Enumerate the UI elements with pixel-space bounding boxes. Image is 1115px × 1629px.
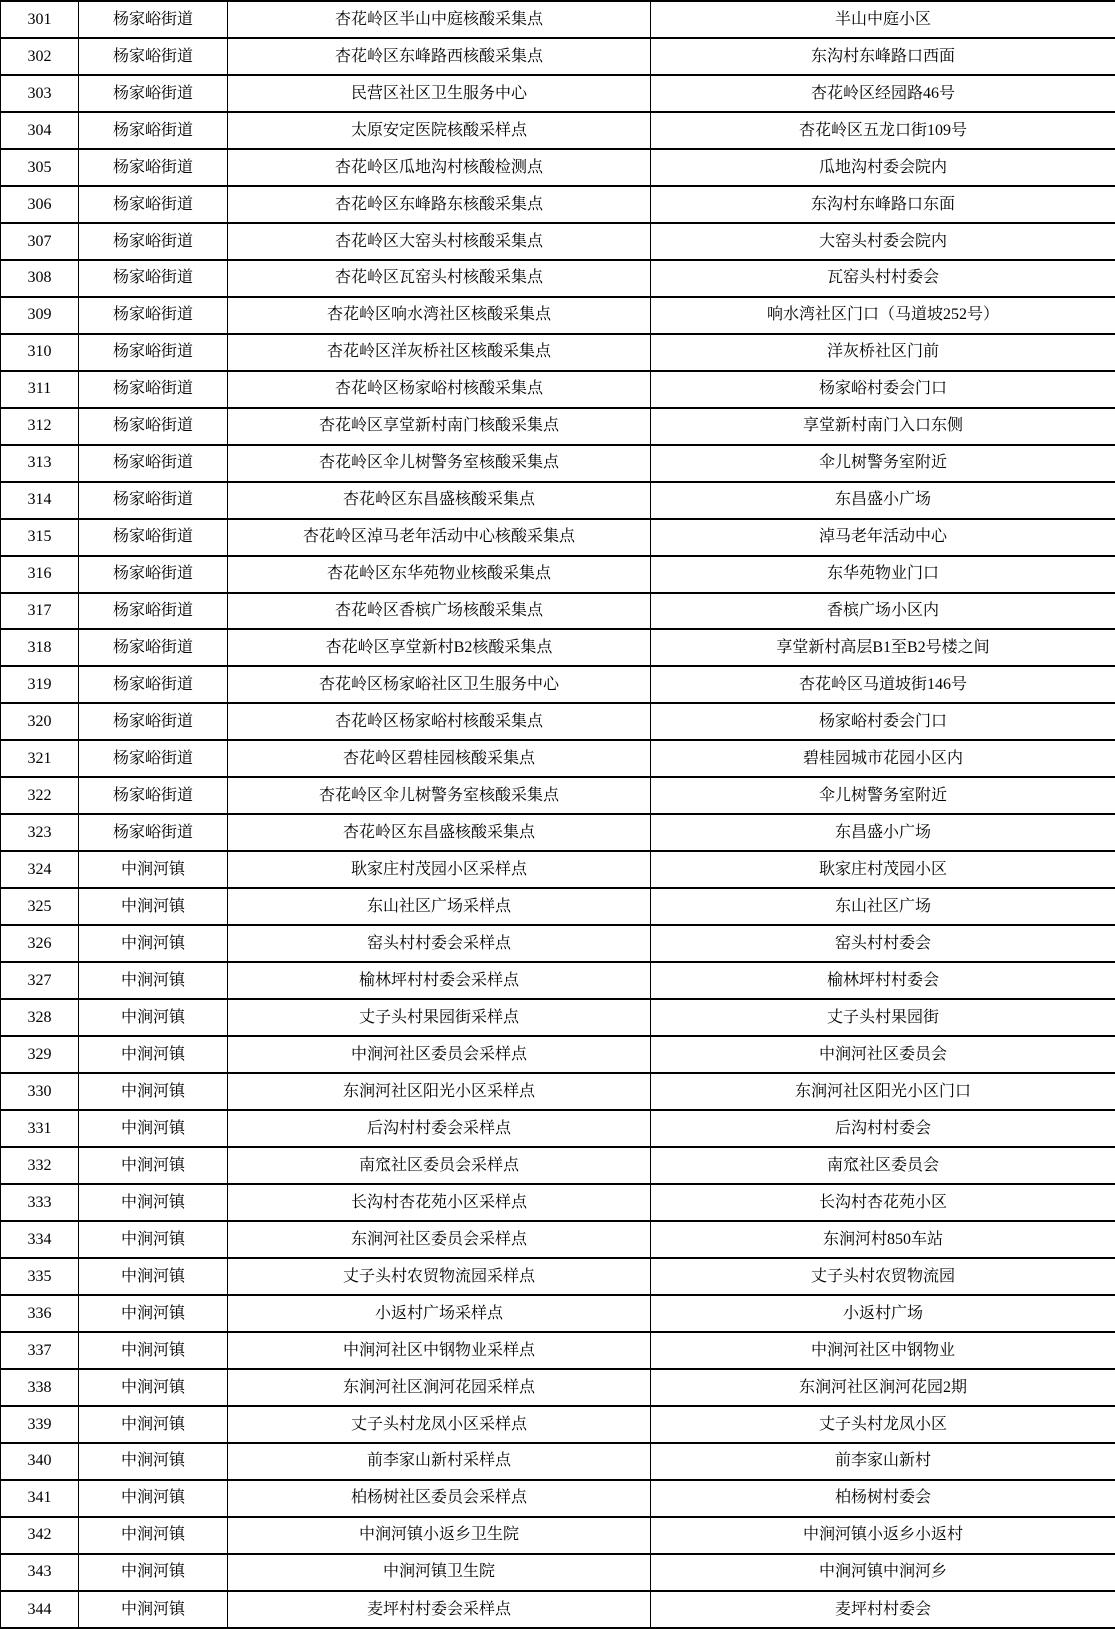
cell-address: 瓦窑头村村委会 [651,260,1115,297]
cell-address: 瓜地沟村委会院内 [651,149,1115,186]
cell-row-number: 307 [1,223,79,260]
cell-site-name: 杏花岭区享堂新村B2核酸采集点 [228,629,651,666]
cell-street-town: 中涧河镇 [79,1036,228,1073]
cell-street-town: 中涧河镇 [79,1295,228,1332]
cell-address: 伞儿树警务室附近 [651,445,1115,482]
cell-site-name: 丈子头村农贸物流园采样点 [228,1258,651,1295]
table-row [1,999,1115,1036]
table-row [1,1221,1115,1258]
table-row [1,334,1115,371]
table-row [1,1110,1115,1147]
cell-address: 东山社区广场 [651,888,1115,925]
cell-site-name: 榆林坪村村委会采样点 [228,962,651,999]
table-row [1,519,1115,556]
cell-site-name: 中涧河社区委员会采样点 [228,1036,651,1073]
cell-address: 杨家峪村委会门口 [651,703,1115,740]
cell-row-number: 308 [1,260,79,297]
cell-street-town: 杨家峪街道 [79,334,228,371]
cell-address: 耿家庄村茂园小区 [651,851,1115,888]
cell-site-name: 东涧河社区涧河花园采样点 [228,1369,651,1406]
cell-street-town: 中涧河镇 [79,851,228,888]
cell-address: 东涧河村850车站 [651,1221,1115,1258]
cell-site-name: 前李家山新村采样点 [228,1443,651,1480]
cell-street-town: 杨家峪街道 [79,814,228,851]
cell-street-town: 中涧河镇 [79,1258,228,1295]
cell-site-name: 杏花岭区瓦窑头村核酸采集点 [228,260,651,297]
cell-site-name: 杏花岭区东华苑物业核酸采集点 [228,556,651,593]
cell-row-number: 312 [1,408,79,445]
cell-address: 淖马老年活动中心 [651,519,1115,556]
cell-address: 丈子头村果园街 [651,999,1115,1036]
cell-address: 中涧河社区委员会 [651,1036,1115,1073]
cell-site-name: 中涧河社区中钢物业采样点 [228,1332,651,1369]
cell-street-town: 中涧河镇 [79,1073,228,1110]
cell-street-town: 中涧河镇 [79,1147,228,1184]
table-row [1,1073,1115,1110]
cell-row-number: 302 [1,38,79,75]
cell-site-name: 小返村广场采样点 [228,1295,651,1332]
cell-site-name: 长沟村杏花苑小区采样点 [228,1184,651,1221]
cell-site-name: 杏花岭区东峰路西核酸采集点 [228,38,651,75]
cell-site-name: 杏花岭区伞儿树警务室核酸采集点 [228,777,651,814]
table-row [1,1,1115,38]
cell-street-town: 中涧河镇 [79,1591,228,1628]
cell-row-number: 332 [1,1147,79,1184]
cell-row-number: 343 [1,1554,79,1591]
cell-row-number: 303 [1,75,79,112]
cell-row-number: 320 [1,703,79,740]
cell-row-number: 326 [1,925,79,962]
cell-street-town: 杨家峪街道 [79,556,228,593]
table-row [1,1332,1115,1369]
cell-row-number: 336 [1,1295,79,1332]
cell-address: 窑头村村委会 [651,925,1115,962]
cell-address: 洋灰桥社区门前 [651,334,1115,371]
table-row [1,408,1115,445]
table-row [1,186,1115,223]
cell-address: 杏花岭区五龙口街109号 [651,112,1115,149]
cell-row-number: 318 [1,629,79,666]
cell-site-name: 麦坪村村委会采样点 [228,1591,651,1628]
cell-site-name: 柏杨树社区委员会采样点 [228,1480,651,1517]
cell-row-number: 316 [1,556,79,593]
cell-site-name: 东山社区广场采样点 [228,888,651,925]
table-row [1,814,1115,851]
table-row [1,1258,1115,1295]
cell-site-name: 耿家庄村茂园小区采样点 [228,851,651,888]
cell-street-town: 中涧河镇 [79,1406,228,1443]
cell-address: 东昌盛小广场 [651,482,1115,519]
cell-row-number: 338 [1,1369,79,1406]
cell-street-town: 杨家峪街道 [79,777,228,814]
cell-row-number: 340 [1,1443,79,1480]
cell-row-number: 322 [1,777,79,814]
cell-address: 柏杨树村委会 [651,1480,1115,1517]
cell-address: 享堂新村高层B1至B2号楼之间 [651,629,1115,666]
cell-site-name: 杏花岭区杨家峪社区卫生服务中心 [228,666,651,703]
cell-row-number: 337 [1,1332,79,1369]
cell-address: 麦坪村村委会 [651,1591,1115,1628]
table-row [1,703,1115,740]
cell-row-number: 344 [1,1591,79,1628]
cell-street-town: 杨家峪街道 [79,186,228,223]
cell-row-number: 334 [1,1221,79,1258]
cell-site-name: 杏花岭区享堂新村南门核酸采集点 [228,408,651,445]
cell-street-town: 中涧河镇 [79,925,228,962]
cell-row-number: 335 [1,1258,79,1295]
table-row [1,888,1115,925]
table-row [1,740,1115,777]
cell-street-town: 杨家峪街道 [79,408,228,445]
table-row [1,1406,1115,1443]
cell-site-name: 民营区社区卫生服务中心 [228,75,651,112]
cell-site-name: 东涧河社区阳光小区采样点 [228,1073,651,1110]
table-row [1,962,1115,999]
cell-row-number: 342 [1,1517,79,1554]
table-row [1,1443,1115,1480]
cell-street-town: 杨家峪街道 [79,297,228,334]
cell-row-number: 319 [1,666,79,703]
cell-street-town: 杨家峪街道 [79,740,228,777]
cell-street-town: 中涧河镇 [79,1369,228,1406]
cell-street-town: 杨家峪街道 [79,519,228,556]
table-row [1,851,1115,888]
cell-row-number: 324 [1,851,79,888]
cell-site-name: 杏花岭区东昌盛核酸采集点 [228,482,651,519]
cell-address: 大窑头村委会院内 [651,223,1115,260]
cell-row-number: 304 [1,112,79,149]
cell-row-number: 313 [1,445,79,482]
cell-row-number: 311 [1,371,79,408]
cell-row-number: 330 [1,1073,79,1110]
cell-site-name: 杏花岭区杨家峪村核酸采集点 [228,371,651,408]
cell-row-number: 329 [1,1036,79,1073]
cell-site-name: 丈子头村果园街采样点 [228,999,651,1036]
cell-street-town: 中涧河镇 [79,1517,228,1554]
table-row [1,556,1115,593]
cell-address: 丈子头村农贸物流园 [651,1258,1115,1295]
testing-sites-table-body [1,1,1115,1628]
cell-site-name: 杏花岭区东昌盛核酸采集点 [228,814,651,851]
cell-row-number: 306 [1,186,79,223]
cell-site-name: 南窊社区委员会采样点 [228,1147,651,1184]
cell-address: 长沟村杏花苑小区 [651,1184,1115,1221]
cell-address: 东沟村东峰路口西面 [651,38,1115,75]
cell-site-name: 中涧河镇卫生院 [228,1554,651,1591]
cell-street-town: 中涧河镇 [79,1221,228,1258]
cell-address: 东涧河社区阳光小区门口 [651,1073,1115,1110]
cell-street-town: 中涧河镇 [79,888,228,925]
cell-address: 碧桂园城市花园小区内 [651,740,1115,777]
cell-street-town: 杨家峪街道 [79,445,228,482]
cell-row-number: 305 [1,149,79,186]
table-row [1,112,1115,149]
cell-site-name: 杏花岭区响水湾社区核酸采集点 [228,297,651,334]
cell-address: 中涧河镇小返乡小返村 [651,1517,1115,1554]
cell-address: 中涧河社区中钢物业 [651,1332,1115,1369]
table-row [1,260,1115,297]
table-row [1,1554,1115,1591]
cell-street-town: 中涧河镇 [79,1443,228,1480]
table-row [1,75,1115,112]
cell-street-town: 杨家峪街道 [79,666,228,703]
table-row [1,1295,1115,1332]
table-row [1,1036,1115,1073]
cell-address: 后沟村村委会 [651,1110,1115,1147]
cell-site-name: 中涧河镇小返乡卫生院 [228,1517,651,1554]
cell-site-name: 后沟村村委会采样点 [228,1110,651,1147]
cell-address: 东涧河社区涧河花园2期 [651,1369,1115,1406]
cell-site-name: 杏花岭区大窑头村核酸采集点 [228,223,651,260]
table-row [1,1517,1115,1554]
cell-site-name: 杏花岭区香槟广场核酸采集点 [228,593,651,630]
table-row [1,1480,1115,1517]
cell-street-town: 杨家峪街道 [79,371,228,408]
table-row [1,777,1115,814]
cell-site-name: 杏花岭区半山中庭核酸采集点 [228,1,651,38]
cell-address: 丈子头村龙凤小区 [651,1406,1115,1443]
cell-address: 杏花岭区马道坡街146号 [651,666,1115,703]
cell-street-town: 中涧河镇 [79,1110,228,1147]
cell-address: 杏花岭区经园路46号 [651,75,1115,112]
cell-address: 东华苑物业门口 [651,556,1115,593]
cell-address: 东昌盛小广场 [651,814,1115,851]
cell-street-town: 杨家峪街道 [79,593,228,630]
cell-site-name: 东涧河社区委员会采样点 [228,1221,651,1258]
cell-address: 伞儿树警务室附近 [651,777,1115,814]
table-row [1,593,1115,630]
cell-address: 半山中庭小区 [651,1,1115,38]
cell-street-town: 杨家峪街道 [79,149,228,186]
cell-street-town: 杨家峪街道 [79,75,228,112]
cell-row-number: 309 [1,297,79,334]
cell-street-town: 杨家峪街道 [79,112,228,149]
cell-address: 杨家峪村委会门口 [651,371,1115,408]
cell-site-name: 杏花岭区杨家峪村核酸采集点 [228,703,651,740]
table-row [1,1147,1115,1184]
table-row [1,1184,1115,1221]
cell-site-name: 杏花岭区东峰路东核酸采集点 [228,186,651,223]
cell-row-number: 331 [1,1110,79,1147]
cell-row-number: 323 [1,814,79,851]
cell-street-town: 中涧河镇 [79,1554,228,1591]
cell-row-number: 317 [1,593,79,630]
cell-site-name: 窑头村村委会采样点 [228,925,651,962]
cell-row-number: 314 [1,482,79,519]
cell-address: 榆林坪村村委会 [651,962,1115,999]
cell-row-number: 328 [1,999,79,1036]
cell-street-town: 中涧河镇 [79,1332,228,1369]
cell-site-name: 杏花岭区碧桂园核酸采集点 [228,740,651,777]
table-row [1,38,1115,75]
cell-address: 响水湾社区门口（马道坡252号） [651,297,1115,334]
cell-street-town: 中涧河镇 [79,999,228,1036]
cell-site-name: 杏花岭区洋灰桥社区核酸采集点 [228,334,651,371]
cell-address: 东沟村东峰路口东面 [651,186,1115,223]
cell-street-town: 杨家峪街道 [79,482,228,519]
cell-site-name: 丈子头村龙凤小区采样点 [228,1406,651,1443]
table-row [1,297,1115,334]
cell-row-number: 325 [1,888,79,925]
cell-street-town: 杨家峪街道 [79,1,228,38]
cell-site-name: 杏花岭区瓜地沟村核酸检测点 [228,149,651,186]
cell-address: 前李家山新村 [651,1443,1115,1480]
cell-row-number: 339 [1,1406,79,1443]
cell-row-number: 341 [1,1480,79,1517]
cell-address: 小返村广场 [651,1295,1115,1332]
table-row [1,223,1115,260]
cell-street-town: 杨家峪街道 [79,38,228,75]
cell-row-number: 333 [1,1184,79,1221]
cell-street-town: 杨家峪街道 [79,629,228,666]
cell-street-town: 中涧河镇 [79,1480,228,1517]
cell-site-name: 杏花岭区淖马老年活动中心核酸采集点 [228,519,651,556]
cell-address: 南窊社区委员会 [651,1147,1115,1184]
cell-street-town: 中涧河镇 [79,962,228,999]
table-row [1,371,1115,408]
cell-address: 香槟广场小区内 [651,593,1115,630]
table-row [1,149,1115,186]
cell-address: 享堂新村南门入口东侧 [651,408,1115,445]
cell-row-number: 327 [1,962,79,999]
cell-street-town: 杨家峪街道 [79,703,228,740]
cell-row-number: 301 [1,1,79,38]
cell-street-town: 杨家峪街道 [79,223,228,260]
table-row [1,1369,1115,1406]
table-row [1,482,1115,519]
cell-site-name: 太原安定医院核酸采样点 [228,112,651,149]
cell-row-number: 315 [1,519,79,556]
cell-row-number: 321 [1,740,79,777]
table-row [1,1591,1115,1628]
table-row [1,666,1115,703]
cell-address: 中涧河镇中涧河乡 [651,1554,1115,1591]
cell-street-town: 杨家峪街道 [79,260,228,297]
cell-row-number: 310 [1,334,79,371]
table-row [1,445,1115,482]
table-row [1,925,1115,962]
table-row [1,629,1115,666]
cell-site-name: 杏花岭区伞儿树警务室核酸采集点 [228,445,651,482]
cell-street-town: 中涧河镇 [79,1184,228,1221]
